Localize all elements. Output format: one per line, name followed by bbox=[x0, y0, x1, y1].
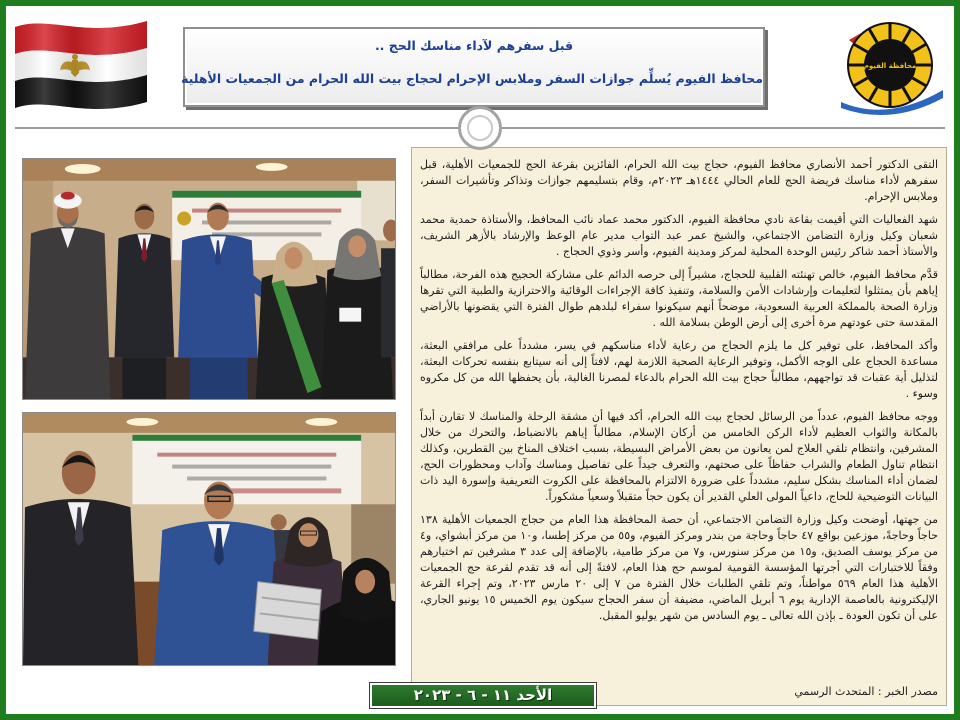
divider-ornament bbox=[458, 106, 502, 150]
article-paragraph: من جهتها، أوضحت وكيل وزارة التضامن الاجتماعي، أن حصة المحافظة هذا العام من حجاج الجمعيات الأهلية ١٣٨ حاجاً وحاجةً، موزعين بواقع ٤٧ حاجاً وحاجة من بندر ومركز الفيوم، و٥٥ من مركز إطسا، و١٠ من مركز أبشواي، و٤ من مركز يوسف الصديق، و١٥ من مركز سنورس، و٧ من مركز طامية، بالإضافة إلى عدد ٣ مشرفين تم اختيارهم وفقاً للاختبارات التي أجرتها المؤسسة القومية لموسم حج هذا العام، لافتةً إلى أنه قد تقدم لقرعة حج الجمعيات الأهلية هذا العام ٥٦٩ مواطناً، وتم تلقي الطلبات خلال الفترة من ٧ إلى ٢٠ مارس ٢٠٢٣، وتم إجراء القرعة الإليكترونية بالعاصمة الإدارية يوم ٦ أبريل الماضي، مضيفة أن سفر الحجاج سيكون يوم الخميس ١٥ يونيو الجاري، على أن تكون العودة ـ بإذن الله تعالى ـ يوم السادس من شهر يوليو المقبل. bbox=[420, 513, 939, 622]
date-badge: الأحد ١١ - ٦ - ٢٠٢٣ bbox=[370, 683, 596, 708]
photo-banner bbox=[132, 435, 361, 504]
article-body bbox=[411, 147, 947, 706]
governorate-logo bbox=[833, 18, 947, 118]
headline-kicker: قبل سفرهم لآداء مناسك الحج .. bbox=[374, 38, 574, 53]
divider-ornament-inner-ring bbox=[467, 115, 493, 141]
article-paragraph: ووجه محافظ الفيوم، عدداً من الرسائل لحجاج بيت الله الحرام، أكد فيها أن مشقة الرحلة والمناسك لا تقارن أبداً بالمكانة والثواب العظيم لأداء الركن الخامس من أركان الإسلام، مطالباً إياهم بالانضباط، والتحرك من خلال المشرفين، وانتظام تلقي العلاج لمن يعانون من بعض الأمراض البسيطة، بسبب اختلاف المناخ بين القطرين، وكذلك انتظام تناول الطعام والشراب حفاظاً على صحتهم، والتعرف جيداً على تفاصيل ومناسك وآداب ومحظورات الحج، لضمان أداء المناسك بشكل سليم، مشدداً على ضرورة الالتزام بالمحافظة على الكروت التعريفية وإسورة اليد ذات البيانات التوضيحية للحاج، داعياً المولى العلي القدير أن يكون حجاً متقبلاً وسعياً مشكوراً. bbox=[420, 410, 938, 503]
article-paragraph: قدَّم محافظ الفيوم، خالص تهنئته القلبية للحجاج، مشيراً إلى حرصه الدائم على مشاركة الحجيج هذه الفرحة، مطالباً إياهم بأن يمتثلوا لتعليمات وإرشادات الأمن والسلامة، وتنفيذ كافة الإجراءات الوقائية والاحترازية والطبية التي تقرها وزارة الصحة بالمملكة العربية السعودية، موضحاً أنهم سيكونوا سفراء لبلدهم طوال الفترة التي يقضونها بالأراضي المقدسة حتى عودتهم مرة أخرى إلى أرض الوطن بسلامة الله . bbox=[420, 268, 938, 329]
event-photo-1 bbox=[22, 158, 396, 400]
event-photo-2-image bbox=[23, 413, 395, 665]
ihram-package bbox=[254, 582, 322, 640]
headline-box bbox=[183, 27, 765, 107]
article-source: مصدر الخبر : المتحدث الرسمي bbox=[794, 685, 938, 698]
egypt-flag-image bbox=[15, 15, 147, 111]
article-paragraph: شهد الفعاليات التي أقيمت بقاعة نادي محافظة الفيوم، الدكتور محمد عماد نائب المحافظ، والأستاذة حمدية محمد شعبان وكيل وزارة التضامن الاجتماعي، والشيخ عمر عبد التواب مدير عام الوعظ والإرشاد بالأزهر الشريف، والأستاذ أحمد شاكر رئيس الوحدة المحلية لمركز ومدينة الفيوم، وأسر وذوي الحجاج . bbox=[420, 213, 938, 258]
article-paragraph: التقى الدكتور أحمد الأنصاري محافظ الفيوم، حجاج بيت الله الحرام، الفائزين بقرعة الحج للجمعيات الأهلية، قبل سفرهم لأداء مناسك فريضة الحج للعام الحالي ١٤٤٤هـ ٢٠٢٣م، وقام بتسليمهم جوازات وتذاكر وتأشيرات السفر، وملابس الإحرام. bbox=[420, 158, 938, 203]
article-paragraph: وأكد المحافظ، على توفير كل ما يلزم الحجاج من رعاية لأداء مناسكهم في يسر، مشدداً على مرافقي البعثة، مساعدة الحجاج على الوجه الأكمل، وتوفير الرعاية الصحية اللازمة لهم، لافتاً إلى أنه سيتابع بنفسه تحركات البعثة، لتذليل أية عقبات قد تواجههم، مطالباً حجاج بيت الله الحرام بالدعاء لمصرنا الغالية، بأن يحفظها الله من كل مكروه وسوء . bbox=[420, 339, 938, 400]
event-photo-2 bbox=[22, 412, 396, 666]
logo-lettering: محافظة الفيوم bbox=[863, 62, 917, 70]
event-photo-1-image bbox=[23, 159, 395, 399]
headline-title: محافظ الفيوم يُسلِّم جوازات السفر وملابس الإحرام لحجاج بيت الله الحرام من الجمعيات الأهلية bbox=[181, 71, 763, 86]
